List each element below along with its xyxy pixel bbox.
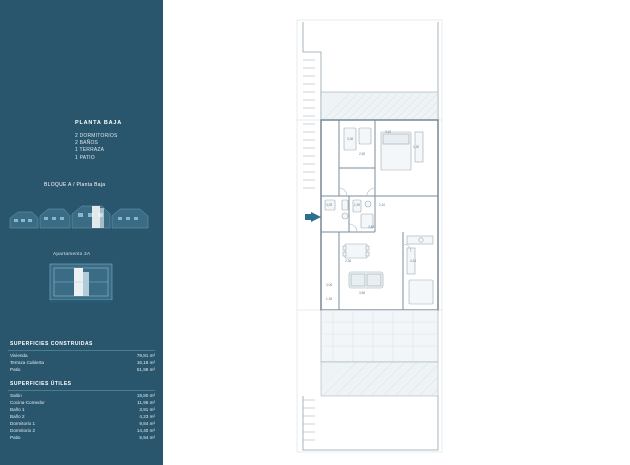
list-item: 2 DORMITORIOS: [75, 133, 118, 139]
floor-plan-drawing: [163, 0, 630, 465]
row-label: Vivienda: [10, 353, 28, 358]
dim-label: 2,55: [359, 152, 366, 156]
floor-feature-list: [75, 133, 118, 162]
row-value: 14,40 m²: [136, 428, 155, 433]
row-value: 3,91 m²: [139, 407, 155, 412]
row-label: Baño 1: [10, 407, 25, 412]
table-construidas: [10, 352, 155, 373]
list-item: 2 BAÑOS: [75, 140, 99, 147]
table-row: [10, 359, 155, 366]
row-value: 9,84 m²: [139, 421, 155, 426]
list-item: 1 PATIO: [75, 154, 95, 161]
row-label: Terraza Cubierta: [10, 360, 44, 365]
row-label: Baño 2: [10, 414, 25, 419]
table-row: [10, 413, 155, 420]
row-label: Dormitorio 1: [10, 421, 36, 426]
page-title: PLANTA BAJA: [75, 120, 122, 126]
info-sidebar: [0, 0, 163, 465]
table-row: [10, 434, 155, 441]
table-row: [10, 399, 155, 406]
apartment-thumbnail-icon: [46, 258, 116, 306]
divider: [8, 390, 155, 391]
row-value: 5,94 m²: [139, 435, 155, 440]
table-row: [10, 352, 155, 359]
table-row: [10, 366, 155, 373]
dim-label: 3,25: [326, 203, 333, 207]
dim-label: 3,36: [347, 137, 354, 141]
dim-label: 3,06: [326, 283, 333, 287]
dim-label: 1,35: [326, 297, 333, 301]
table-row: [10, 420, 155, 427]
dim-label: 1,90: [354, 203, 361, 207]
row-value: 16,18 m²: [136, 360, 155, 365]
dim-label: 3,80: [368, 225, 375, 229]
dim-label: 2,36: [345, 259, 352, 263]
row-label: Cocina-Comedor: [10, 400, 45, 405]
row-value: 4,23 m²: [139, 414, 155, 419]
list-item: 1 TERRAZA: [75, 147, 105, 154]
section-title-utiles: SUPERFICIES ÚTILES: [10, 381, 72, 387]
row-value: 51,98 m²: [136, 367, 155, 372]
row-label: Patio: [10, 367, 21, 372]
row-label: Dormitorio 2: [10, 428, 36, 433]
dim-label: 4,10: [410, 259, 417, 263]
building-silhouette-icon: [8, 192, 156, 232]
dim-label: 2,10: [379, 203, 386, 207]
table-row: [10, 406, 155, 413]
row-label: Patio: [10, 435, 21, 440]
apartment-label: Apartamento 2A: [53, 251, 91, 256]
table-row: [10, 392, 155, 399]
floor-plan-area: [163, 0, 630, 465]
divider: [8, 350, 155, 351]
dim-label: 1,30: [413, 145, 420, 149]
row-value: 19,80 m²: [136, 393, 155, 398]
dim-label: 3,56: [359, 291, 366, 295]
row-label: Salón: [10, 393, 22, 398]
table-utiles: [10, 392, 155, 441]
section-title-construidas: SUPERFICIES CONSTRUIDAS: [10, 341, 93, 347]
table-row: [10, 427, 155, 434]
block-label: BLOQUE A / Planta Baja: [44, 182, 106, 188]
entrance-arrow-icon: [305, 212, 321, 222]
row-value: 79,81 m²: [136, 353, 155, 358]
dim-label: 3,10: [385, 130, 392, 134]
row-value: 11,96 m²: [137, 400, 155, 405]
